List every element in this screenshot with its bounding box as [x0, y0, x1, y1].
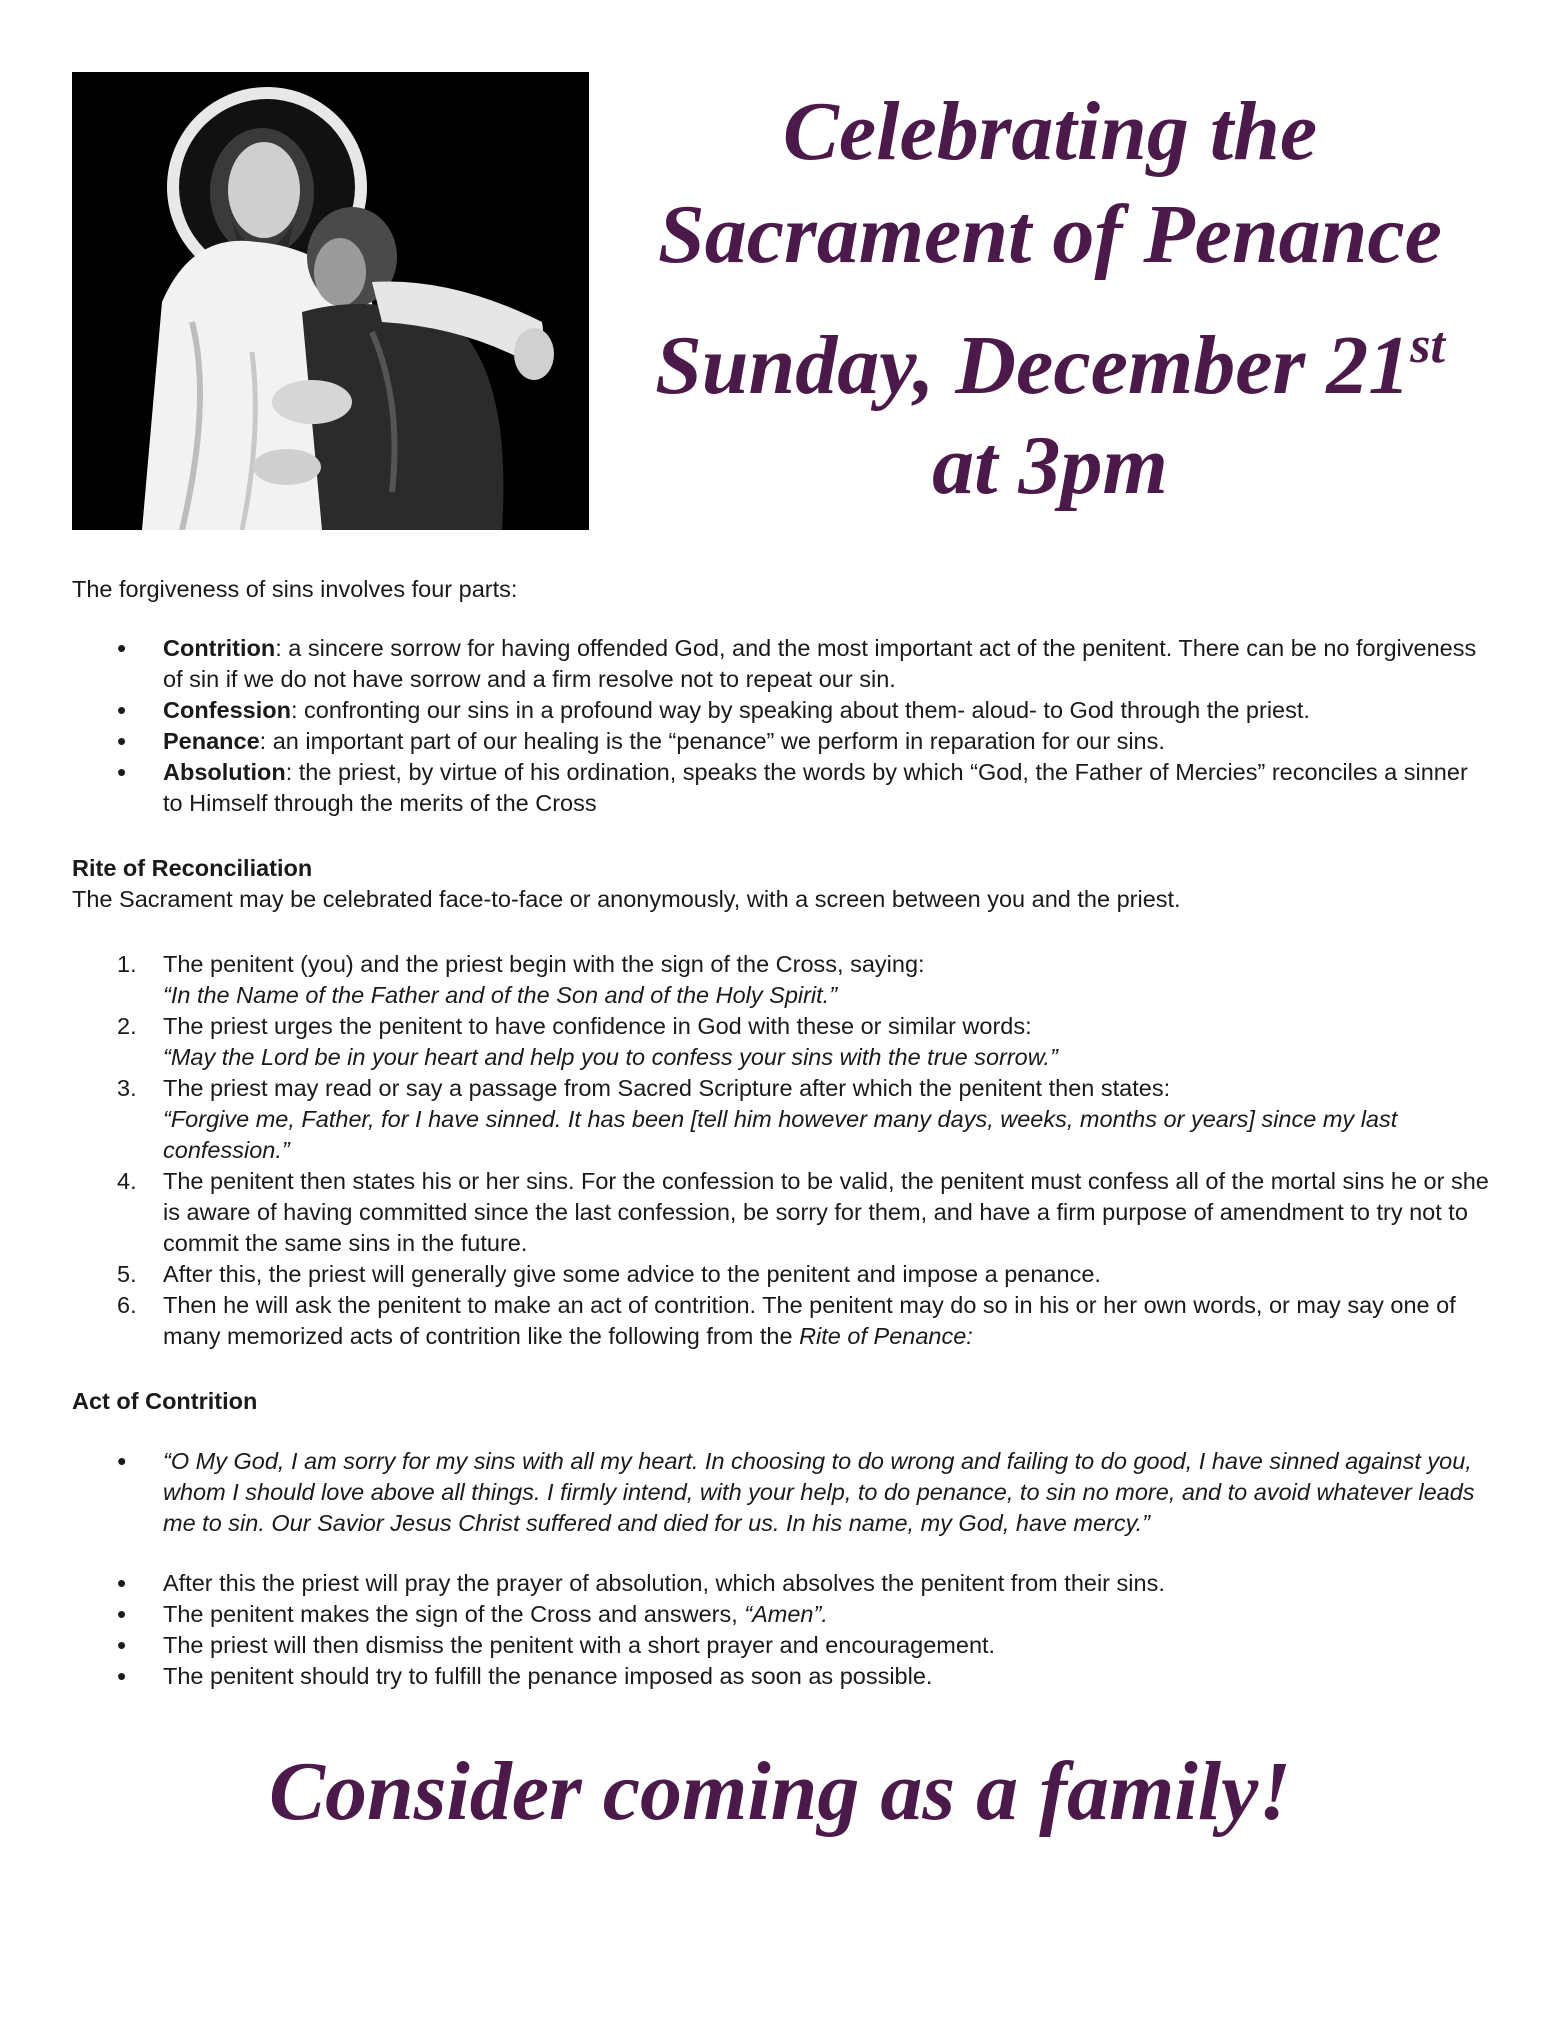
footer-cta: Consider coming as a family! — [268, 1745, 1292, 1838]
intro-text: The forgiveness of sins involves four parts: — [72, 576, 518, 602]
main-content — [72, 574, 1492, 1692]
list-item — [72, 949, 1492, 1011]
part-text: : confronting our sins in a profound way by speaking about them- aloud- to God through the priest. — [290, 697, 1310, 723]
rite-heading: Rite of Reconciliation — [72, 855, 313, 881]
act-heading: Act of Contrition — [72, 1388, 258, 1414]
date-suffix: st — [1410, 316, 1445, 374]
part-text: : the priest, by virtue of his ordination, speaks the words by which “God, the Father of Mercies” reconciles a sinner to Himself through the merits of the Cross — [163, 759, 1468, 816]
title-block — [600, 80, 1500, 516]
after-list — [72, 1568, 1492, 1692]
step-text: The priest may read or say a passage from Sacred Scripture after which the penitent then states: — [163, 1075, 1171, 1101]
list-item — [72, 1290, 1492, 1352]
step-text: Then he will ask the penitent to make an act of contrition. The penitent may do so in his or her own words, or may say one of many memorized acts of contrition like the following from the — [163, 1292, 1456, 1349]
parts-list — [72, 633, 1492, 819]
step-number: 3. — [117, 1075, 137, 1101]
part-term: Contrition — [163, 635, 276, 661]
step-number: 6. — [117, 1292, 137, 1318]
after-italic: “Amen”. — [744, 1601, 828, 1627]
list-item: • The penitent should try to fulfill the penance imposed as soon as possible. — [72, 1661, 1492, 1692]
list-item — [72, 1011, 1492, 1073]
step-italic: Rite of Penance: — [799, 1323, 973, 1349]
event-date — [600, 316, 1500, 516]
list-item: • “O My God, I am sorry for my sins with all my heart. In choosing to do wrong and failing to do good, I have sinned against you, whom I should love above all things. I firmly intend, with your help, to do penance, to sin no more, and to avoid whatever leads me to sin. Our Savior Jesus Christ suffered and died for us. In his name, my God, have mercy.” — [72, 1446, 1492, 1539]
step-quote: “Forgive me, Father, for I have sinned. It has been [tell him however many days, weeks, months or years] since my last confession.” — [163, 1106, 1398, 1163]
step-number: 5. — [117, 1261, 137, 1287]
prayer-list — [72, 1446, 1492, 1539]
rite-steps — [72, 949, 1492, 1352]
list-item: • After this the priest will pray the prayer of absolution, which absolves the penitent from their sins. — [72, 1568, 1492, 1599]
step-number: 2. — [117, 1013, 137, 1039]
list-item — [72, 633, 1492, 695]
after-text: The penitent makes the sign of the Cross and answers, — [163, 1601, 745, 1627]
title-line-1: Celebrating the — [782, 85, 1318, 178]
list-item — [72, 695, 1492, 726]
list-item — [72, 1166, 1492, 1259]
part-term: Penance — [163, 728, 260, 754]
date-line-1 — [600, 316, 1500, 416]
date-line-2: at 3pm — [932, 419, 1168, 512]
step-text: After this, the priest will generally give some advice to the penitent and impose a penance. — [163, 1261, 1101, 1287]
part-term: Absolution — [163, 759, 286, 785]
step-quote: “May the Lord be in your heart and help you to confess your sins with the true sorrow.” — [163, 1044, 1058, 1070]
list-item — [72, 1073, 1492, 1166]
step-text: The penitent (you) and the priest begin with the sign of the Cross, saying: — [163, 951, 925, 977]
step-quote: “In the Name of the Father and of the Son and of the Holy Spirit.” — [163, 982, 838, 1008]
step-number: 1. — [117, 951, 137, 977]
list-item — [72, 726, 1492, 757]
list-item — [72, 1599, 1492, 1630]
list-item — [72, 1259, 1492, 1290]
jesus-embracing-penitent-image — [72, 72, 589, 530]
list-item — [72, 757, 1492, 819]
date-text: Sunday, December 21 — [655, 319, 1411, 412]
part-term: Confession — [163, 697, 291, 723]
title-line-2: Sacrament of Penance — [658, 188, 1442, 281]
rite-intro: The Sacrament may be celebrated face-to-face or anonymously, with a screen between you and the priest. — [72, 886, 1181, 912]
list-item: • The priest will then dismiss the penitent with a short prayer and encouragement. — [72, 1630, 1492, 1661]
step-text: The priest urges the penitent to have confidence in God with these or similar words: — [163, 1013, 1032, 1039]
part-text: : a sincere sorrow for having offended God, and the most important act of the penitent. There can be no forgiveness of sin if we do not have sorrow and a firm resolve not to repeat our sin. — [163, 635, 1477, 692]
part-text: : an important part of our healing is the “penance” we perform in reparation for our sins. — [259, 728, 1165, 754]
step-text: The penitent then states his or her sins. For the confession to be valid, the penitent must confess all of the mortal sins he or she is aware of having committed since the last confession, be sorry for them, and have a firm purpose of amendment to try not to commit the same sins in the future. — [163, 1168, 1489, 1256]
step-number: 4. — [117, 1168, 137, 1194]
